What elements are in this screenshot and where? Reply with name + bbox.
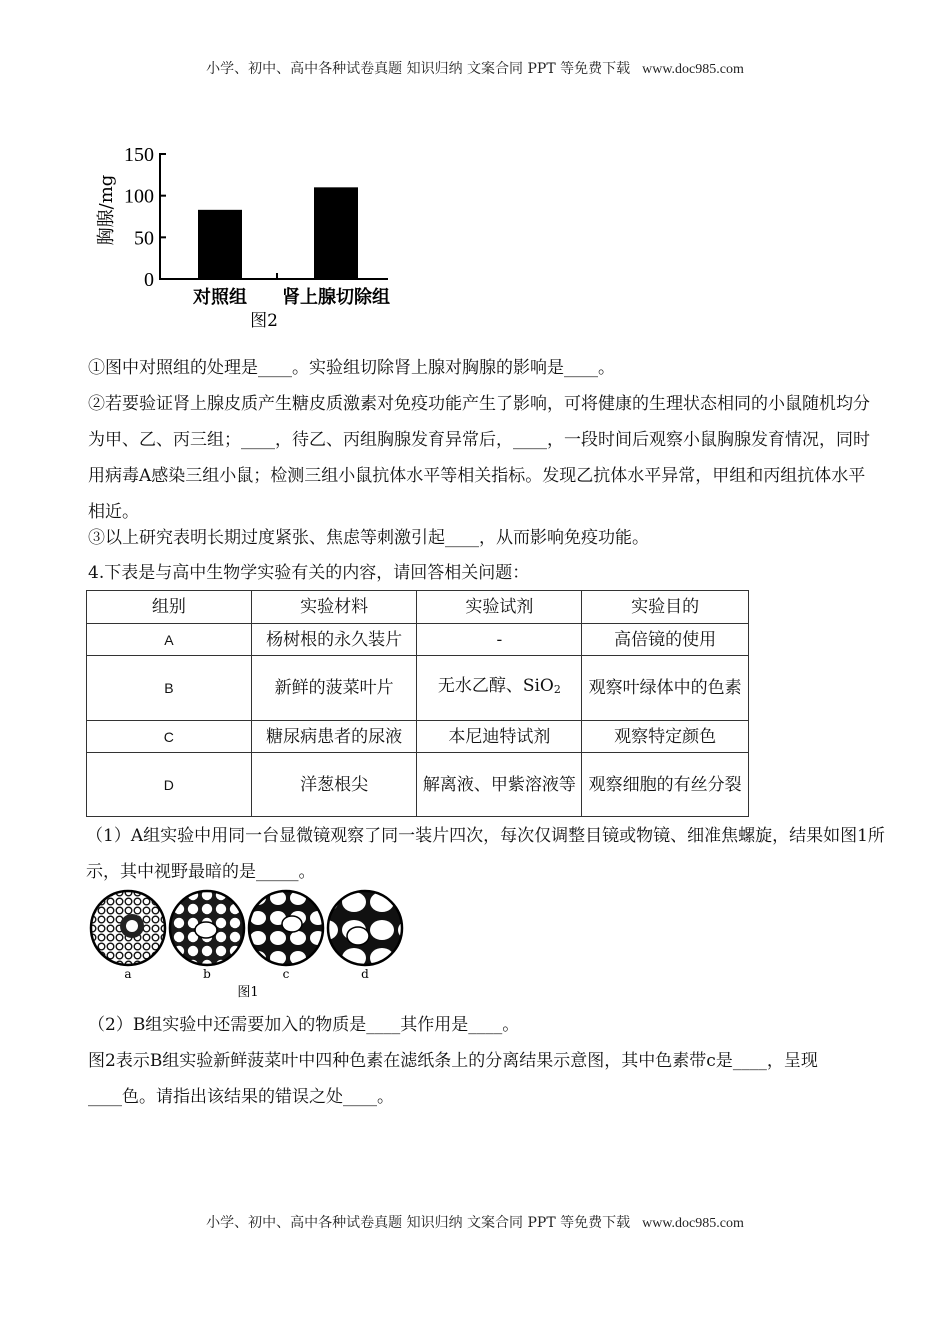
q4-intro: 4.下表是与高中生物学实验有关的内容，请回答相关问题： xyxy=(88,563,530,583)
q3-item-3: ③以上研究表明长期过度紧张、焦虑等刺激引起____，从而影响免疫功能。 xyxy=(88,528,649,548)
q3-item-2: ②若要验证肾上腺皮质产生糖皮质激素对免疫功能产生了影响，可将健康的生理状态相同的小鼠随机均分为甲、乙、丙三组；____，待乙、丙组胸腺发育异常后，____，一段时间后观察小鼠胸腺发育情况，同时用病毒A感染三组小鼠；检测三组小鼠抗体水平等相关指标。发现乙抗体水平异常，甲组和丙组抗体水平相近。 xyxy=(88,394,870,522)
field-label-c: c xyxy=(282,967,290,981)
table-row xyxy=(87,721,749,753)
field-label-a: a xyxy=(124,967,132,981)
header-reagent: 实验试剂 xyxy=(417,591,582,624)
cell-reagent: 解离液、甲紫溶液等 xyxy=(417,753,582,817)
thymus-bar-chart xyxy=(92,140,412,340)
cell-purpose: 观察特定颜色 xyxy=(582,721,749,753)
cell-reagent xyxy=(417,656,582,721)
field-d xyxy=(328,891,402,965)
chart-ylabel: 胸腺/mg xyxy=(96,174,117,246)
y-tick-label: 50 xyxy=(134,227,154,250)
microscope-fields-figure xyxy=(88,888,408,1000)
field-label-d: d xyxy=(361,967,369,981)
table-row xyxy=(87,753,749,817)
bar-1 xyxy=(314,187,358,279)
field-label-b: b xyxy=(203,967,211,981)
bar-0 xyxy=(198,210,242,279)
cell-purpose: 高倍镜的使用 xyxy=(582,624,749,656)
footer-url[interactable]: www.doc985.com xyxy=(642,1216,744,1231)
header-purpose: 实验目的 xyxy=(582,591,749,624)
figure1-caption: 图1 xyxy=(237,985,259,1000)
field-b xyxy=(170,891,244,965)
cell-reagent: 本尼迪特试剂 xyxy=(417,721,582,753)
cell-material: 杨树根的永久装片 xyxy=(251,624,417,656)
q4-sub-3: 图2表示B组实验新鲜菠菜叶中四种色素在滤纸条上的分离结果示意图，其中色素带c是____，呈现____色。请指出该结果的错误之处____。 xyxy=(88,1051,818,1107)
cell-purpose: 观察叶绿体中的色素 xyxy=(582,656,749,721)
footer-text: 小学、初中、高中各种试卷真题 知识归纳 文案合同 PPT 等免费下载 xyxy=(206,1215,631,1231)
cell-group: D xyxy=(87,753,252,817)
cell-group: C xyxy=(87,721,252,753)
q4-sub-1: （1）A组实验中用同一台显微镜观察了同一装片四次，每次仅调整目镜或物镜、细准焦螺旋，结果如图1所示，其中视野最暗的是_____。 xyxy=(86,826,885,882)
cell-group: B xyxy=(87,656,252,721)
field-a xyxy=(91,891,165,965)
reagent-text: 无水乙醇、SiO xyxy=(437,676,554,696)
header-group: 组别 xyxy=(87,591,252,624)
table-row xyxy=(87,656,749,721)
x-category-label: 肾上腺切除组 xyxy=(282,287,390,308)
cell-purpose: 观察细胞的有丝分裂 xyxy=(582,753,749,817)
table-row xyxy=(87,624,749,656)
y-tick-label: 100 xyxy=(124,185,154,208)
y-tick-label: 150 xyxy=(124,144,154,166)
field-c xyxy=(249,891,323,965)
q3-item-1: ①图中对照组的处理是____。实验组切除肾上腺对胸腺的影响是____。 xyxy=(88,358,615,378)
cell-material: 糖尿病患者的尿液 xyxy=(251,721,417,753)
header-url[interactable]: www.doc985.com xyxy=(642,62,744,77)
cell-material: 洋葱根尖 xyxy=(251,753,417,817)
table-header-row xyxy=(87,591,749,624)
cell-material: 新鲜的菠菜叶片 xyxy=(251,656,417,721)
reagent-subscript: 2 xyxy=(553,683,561,696)
y-tick-label: 0 xyxy=(144,269,154,291)
chart-caption: 图2 xyxy=(250,311,278,331)
experiment-table xyxy=(86,590,749,817)
page-header xyxy=(0,58,950,78)
cell-group: A xyxy=(87,624,252,656)
header-text: 小学、初中、高中各种试卷真题 知识归纳 文案合同 PPT 等免费下载 xyxy=(206,61,631,77)
cell-reagent: - xyxy=(417,624,582,656)
x-category-label: 对照组 xyxy=(193,287,247,308)
header-material: 实验材料 xyxy=(251,591,417,624)
q4-sub-2: （2）B组实验中还需要加入的物质是____其作用是____。 xyxy=(88,1015,520,1035)
page-footer xyxy=(0,1212,950,1232)
